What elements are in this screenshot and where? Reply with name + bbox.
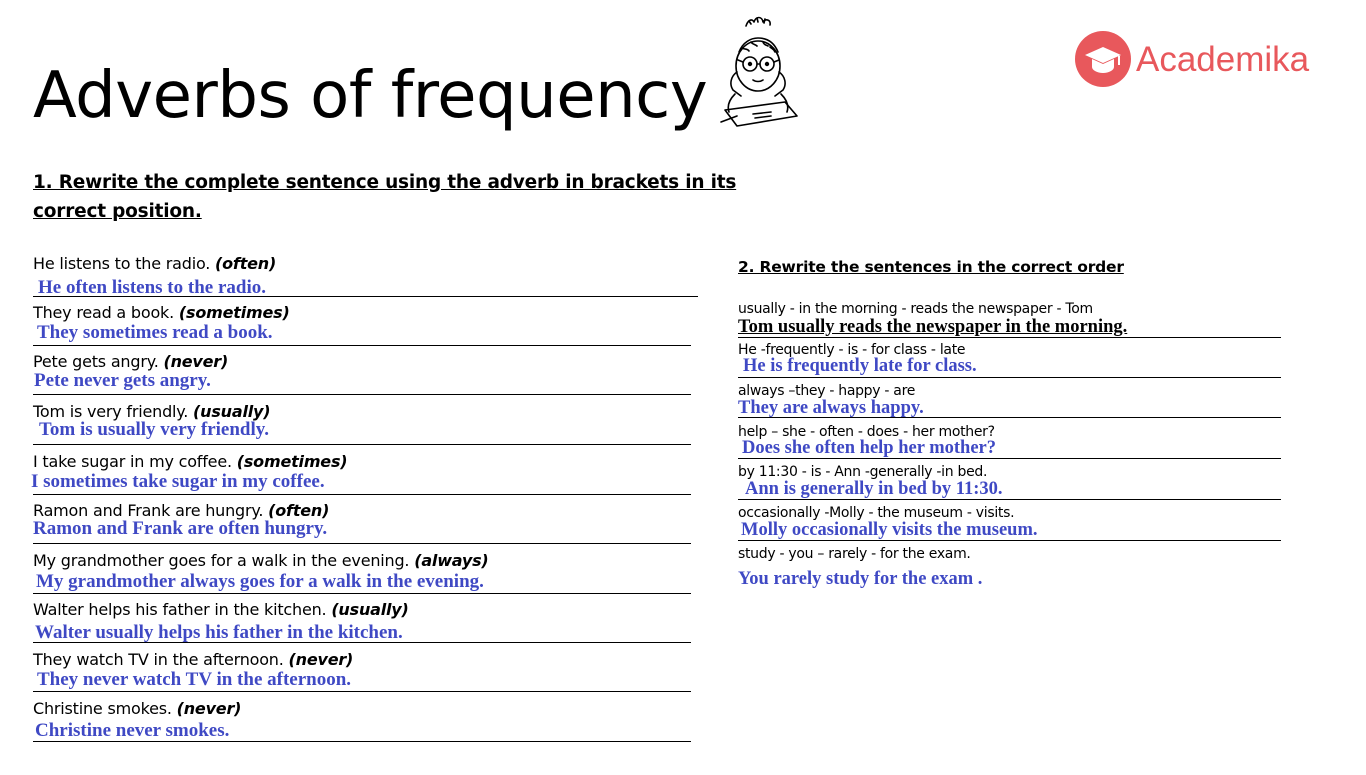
adverb-hint: (never) (176, 699, 242, 718)
exercise1-answer-2: They sometimes read a book. (37, 322, 273, 343)
answer-line (33, 642, 691, 643)
sentence: They read a book. (33, 303, 175, 322)
sentence: Walter helps his father in the kitchen. (33, 600, 327, 619)
exercise1-question-1 (33, 254, 276, 274)
adverb-hint: (usually) (331, 600, 409, 619)
answer-line (33, 543, 691, 544)
exercise1-answer-1: He often listens to the radio. (38, 277, 266, 298)
adverb-hint: (never) (163, 352, 229, 371)
exercise1-question-8 (33, 600, 409, 620)
answer-line (738, 499, 1281, 500)
exercise2-words-4: help – she - often - does - her mother? (738, 424, 995, 440)
sentence: They watch TV in the afternoon. (33, 650, 284, 669)
exercise1-question-7 (33, 551, 489, 571)
adverb-hint: (often) (215, 254, 277, 273)
answer-line (33, 691, 691, 692)
adverb-hint: (sometimes) (178, 303, 290, 322)
answer-line (33, 296, 698, 297)
sentence: I take sugar in my coffee. (33, 452, 232, 471)
brand-name: Academika (1136, 40, 1310, 79)
exercise2-answer-4: Does she often help her mother? (742, 438, 997, 458)
exercise1-question-3 (33, 352, 228, 372)
adverb-hint: (usually) (193, 402, 271, 421)
exercise1-answer-6: Ramon and Frank are often hungry. (33, 518, 328, 539)
answer-line (33, 741, 691, 742)
exercise1-heading: 1. Rewrite the complete sentence using the adverb in brackets in its correct position. (33, 172, 737, 222)
exercise1-answer-5: I sometimes take sugar in my coffee. (31, 471, 325, 492)
answer-line (738, 337, 1281, 338)
exercise1-answer-10: Christine never smokes. (35, 720, 230, 741)
exercise1-answer-4: Tom is usually very friendly. (39, 419, 269, 440)
answer-line (738, 540, 1281, 541)
exercise2-words-3: always –they - happy - are (738, 383, 916, 399)
sentence: Pete gets angry. (33, 352, 159, 371)
exercise2-answer-6: Molly occasionally visits the museum. (741, 520, 1038, 540)
answer-line (33, 494, 691, 495)
exercise2-words-2: He -frequently - is - for class - late (738, 342, 966, 358)
exercise1-question-2 (33, 303, 290, 323)
sentence: My grandmother goes for a walk in the evening. (33, 551, 410, 570)
exercise2-answer-1: Tom usually reads the newspaper in the morning. (738, 317, 1128, 337)
answer-line (738, 377, 1281, 378)
exercise2-answer-2: He is frequently late for class. (743, 356, 977, 376)
exercise2-answer-7: You rarely study for the exam . (738, 569, 983, 589)
exercise2-words-7: study - you – rarely - for the exam. (738, 546, 971, 562)
exercise1-question-10 (33, 699, 241, 719)
sentence: Christine smokes. (33, 699, 172, 718)
academika-logo-icon (1074, 30, 1132, 88)
exercise1-question-5 (33, 452, 347, 472)
exercise1-answer-8: Walter usually helps his father in the kitchen. (35, 622, 403, 643)
answer-line (738, 417, 1281, 418)
exercise1-answer-3: Pete never gets angry. (34, 370, 211, 391)
exercise1-answer-7: My grandmother always goes for a walk in the evening. (36, 571, 484, 592)
adverb-hint: (never) (288, 650, 354, 669)
answer-line (33, 345, 691, 346)
exercise2-words-6: occasionally -Molly - the museum - visits. (738, 505, 1015, 521)
exercise1-answer-9: They never watch TV in the afternoon. (37, 669, 352, 690)
adverb-hint: (often) (268, 501, 330, 520)
exercise2-words-5: by 11:30 - is - Ann -generally -in bed. (738, 464, 988, 480)
exercise2-words-1: usually - in the morning - reads the newspaper - Tom (738, 301, 1093, 317)
answer-line (738, 458, 1281, 459)
exercise2-heading: 2. Rewrite the sentences in the correct order (738, 258, 1124, 276)
page-title: Adverbs of frequency (33, 59, 708, 133)
exercise1-question-9 (33, 650, 353, 670)
sentence: Ramon and Frank are hungry. (33, 501, 264, 520)
thinking-student-illustration (713, 14, 803, 132)
answer-line (33, 394, 691, 395)
exercise2-answer-5: Ann is generally in bed by 11:30. (745, 479, 1003, 499)
answer-line (33, 444, 691, 445)
sentence: Tom is very friendly. (33, 402, 189, 421)
adverb-hint: (always) (414, 551, 489, 570)
exercise2-answer-3: They are always happy. (738, 398, 924, 418)
answer-line (33, 593, 691, 594)
sentence: He listens to the radio. (33, 254, 211, 273)
adverb-hint: (sometimes) (236, 452, 348, 471)
